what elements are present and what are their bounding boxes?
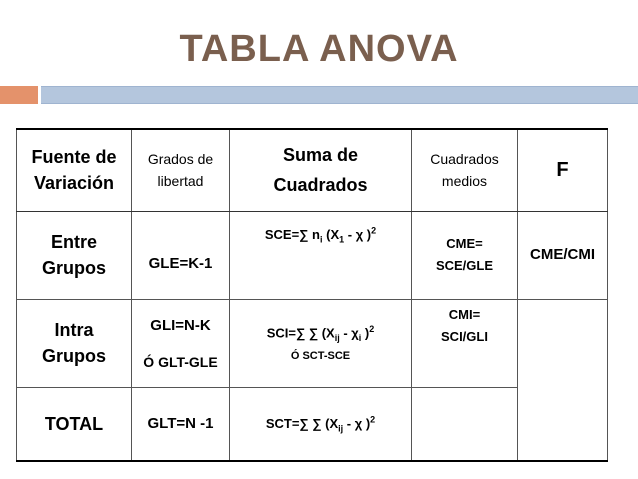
cell-intra-fuente: Intra Grupos xyxy=(17,299,132,387)
anova-table xyxy=(16,128,608,462)
cell-entre-cuadrados: CME= SCE/GLE xyxy=(412,211,518,299)
cell-total-cuadrados xyxy=(412,387,518,461)
header-row xyxy=(17,129,608,211)
formula-sci: SCI=∑ ∑ ($X_{ij} - \chi_i$ )$^2$ xyxy=(266,323,375,343)
cell-total-suma xyxy=(230,387,412,461)
cell-intra-f xyxy=(518,299,608,461)
cell-total-grados: GLT=N -1 xyxy=(132,387,230,461)
cell-intra-grados: GLI=N-K Ó GLT-GLE xyxy=(132,299,230,387)
page-title: TABLA ANOVA xyxy=(179,28,459,70)
cell-entre-grados: GLE=K-1 xyxy=(132,211,230,299)
header-f: F xyxy=(518,129,608,211)
header-cuadrados: Cuadrados medios xyxy=(412,129,518,211)
cell-entre-f: CME/CMI xyxy=(518,211,608,299)
header-suma: Suma de Cuadrados xyxy=(230,129,412,211)
formula-sct: SCT=∑ ∑ ($X_{ij}$ - χ )$^2$ xyxy=(265,414,376,434)
cell-intra-suma: SCI=∑ ∑ ($X_{ij} - \chi_i$ )$^2$ Ó SCT-SCE xyxy=(230,299,412,387)
row-intra xyxy=(17,299,608,387)
row-entre xyxy=(17,211,608,299)
header-grados: Grados de libertad xyxy=(132,129,230,211)
cell-entre-fuente: Entre Grupos xyxy=(17,211,132,299)
cell-total-fuente: TOTAL xyxy=(17,387,132,461)
cell-entre-suma xyxy=(230,211,412,299)
header-fuente: Fuente de Variación xyxy=(17,129,132,211)
title-rule xyxy=(41,86,638,104)
formula-sce: SCE=∑ $n_i$ ($X_1$ - χ )$^2$ xyxy=(264,225,377,245)
cell-intra-cuadrados: CMI= SCI/GLI xyxy=(412,299,518,387)
accent-square xyxy=(0,86,38,104)
